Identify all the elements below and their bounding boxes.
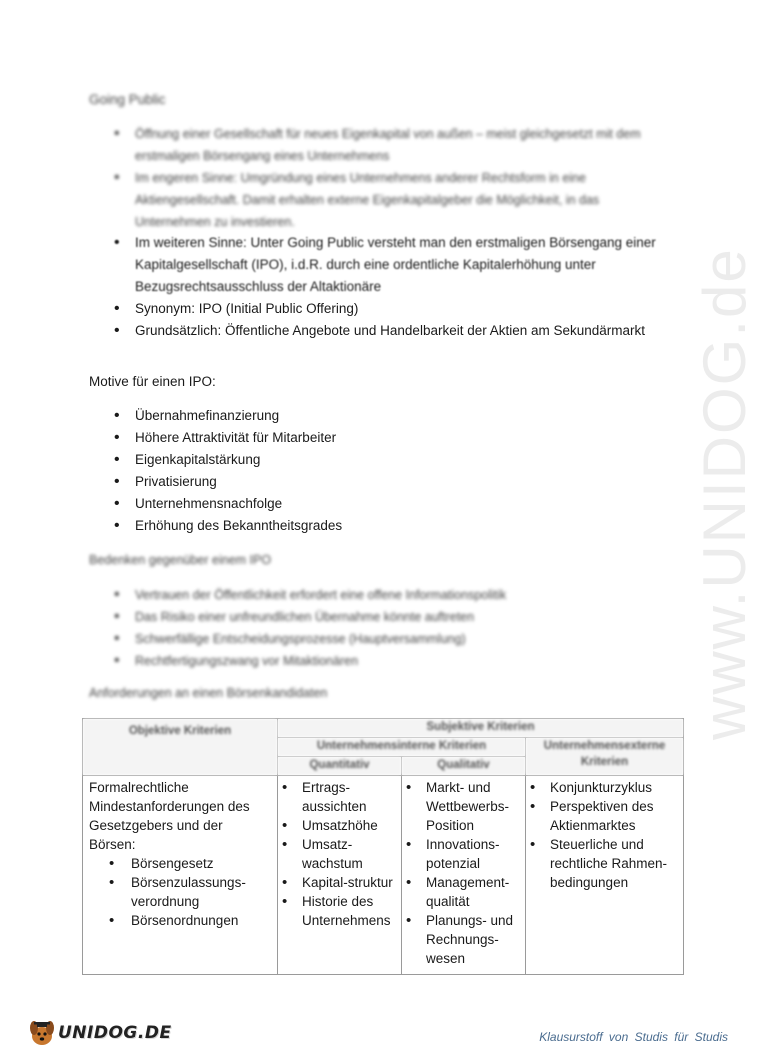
list-item: • Steuerliche und rechtliche Rahmen-bedingungen xyxy=(528,835,681,892)
footer-tagline: Klausurstoff von Studis für Studis xyxy=(539,1030,728,1044)
list-item: • Perspektiven des Aktienmarktes xyxy=(528,797,681,835)
list-item: • Vertrauen der Öffentlichkeit erfordert eine offene Informationspolitik xyxy=(110,584,670,606)
list-item: • Planungs- und Rechnungs-wesen xyxy=(404,911,523,968)
list-item: • Innovations-potenzial xyxy=(404,835,523,873)
going-public-heading: Going Public xyxy=(89,92,166,107)
list-item: • Höhere Attraktivität für Mitarbeiter xyxy=(110,427,670,449)
interne-header: Unternehmensinterne Kriterien xyxy=(278,738,526,757)
motive-heading: Motive für einen IPO: xyxy=(89,374,216,389)
anforderungen-heading: Anforderungen an einen Börsenkandidaten xyxy=(89,686,328,700)
list-item: • Synonym: IPO (Initial Public Offering) xyxy=(110,298,670,320)
list-item: • Börsenzulassungs-verordnung xyxy=(107,873,271,911)
objektive-intro: Formalrechtliche Mindestanforderungen des Gesetzgebers und der Börsen: xyxy=(89,780,250,852)
list-item: • Kapital-struktur xyxy=(280,873,399,892)
list-item: • Privatisierung xyxy=(110,471,670,493)
watermark-text: www.UNIDOG.de xyxy=(691,247,758,740)
list-item: • Grundsätzlich: Öffentliche Angebote und Handelbarkeit der Aktien am Sekundärmarkt xyxy=(110,320,670,342)
list-item: • Erhöhung des Bekanntheitsgrades xyxy=(110,515,670,537)
bedenken-list xyxy=(110,584,670,672)
list-item: • Konjunkturzyklus xyxy=(528,778,681,797)
quantitativ-list xyxy=(280,778,399,930)
externe-header: Unternehmensexterne Kriterien xyxy=(526,738,684,776)
list-item: • Schwerfällige Entscheidungsprozesse (Hauptversammlung) xyxy=(110,628,670,650)
subjektive-header: Subjektive Kriterien xyxy=(278,719,684,738)
list-item: • Ertrags-aussichten xyxy=(280,778,399,816)
unidog-logo xyxy=(28,1017,172,1049)
objektive-header: Objektive Kriterien xyxy=(83,719,278,776)
bedenken-heading: Bedenken gegenüber einem IPO xyxy=(89,553,272,567)
list-item: • Im weiteren Sinne: Unter Going Public versteht man den erstmaligen Börsengang einer Kapitalgesellschaft (IPO), i.d.R. durch eine ordentliche Kapitalerhöhung unter Bezugsrechtsausschluss der Altaktionäre xyxy=(110,232,670,298)
list-item: • Das Risiko einer unfreundlichen Übernahme könnte auftreten xyxy=(110,606,670,628)
dog-icon xyxy=(28,1018,56,1048)
list-item: • Umsatzhöhe xyxy=(280,816,399,835)
externe-list xyxy=(528,778,681,892)
qualitativ-list xyxy=(404,778,523,968)
going-public-list xyxy=(110,123,670,233)
list-item: • Historie des Unternehmens xyxy=(280,892,399,930)
externe-cell xyxy=(526,776,684,975)
quantitativ-header: Quantitativ xyxy=(278,757,402,776)
list-item: • Öffnung einer Gesellschaft für neues Eigenkapital von außen – meist gleichgesetzt mit dem erstmaligen Börsengang eines Unternehmens xyxy=(110,123,670,167)
list-item: • Eigenkapitalstärkung xyxy=(110,449,670,471)
list-item: • Übernahmefinanzierung xyxy=(110,405,670,427)
list-item: • Rechtfertigungszwang vor Mitaktionären xyxy=(110,650,670,672)
qualitativ-cell xyxy=(402,776,526,975)
list-item: • Im engeren Sinne: Umgründung eines Unternehmens anderer Rechtsform in eine Aktiengesellschaft. Damit erhalten externe Eigenkapitalgeber die Möglichkeit, in das Unternehmen zu investieren. xyxy=(110,167,670,233)
brand-name: UNIDOG.DE xyxy=(58,1023,172,1043)
list-item: • Management-qualität xyxy=(404,873,523,911)
criteria-table xyxy=(82,718,684,975)
list-item: • Börsengesetz xyxy=(107,854,271,873)
going-public-list-clear xyxy=(110,232,670,342)
motive-list xyxy=(110,405,670,537)
list-item: • Unternehmensnachfolge xyxy=(110,493,670,515)
list-item: • Börsenordnungen xyxy=(107,911,271,930)
list-item: • Umsatz-wachstum xyxy=(280,835,399,873)
qualitativ-header: Qualitativ xyxy=(402,757,526,776)
objektive-cell xyxy=(83,776,278,975)
list-item: • Markt- und Wettbewerbs-Position xyxy=(404,778,523,835)
quantitativ-cell xyxy=(278,776,402,975)
objektive-list xyxy=(89,854,271,930)
